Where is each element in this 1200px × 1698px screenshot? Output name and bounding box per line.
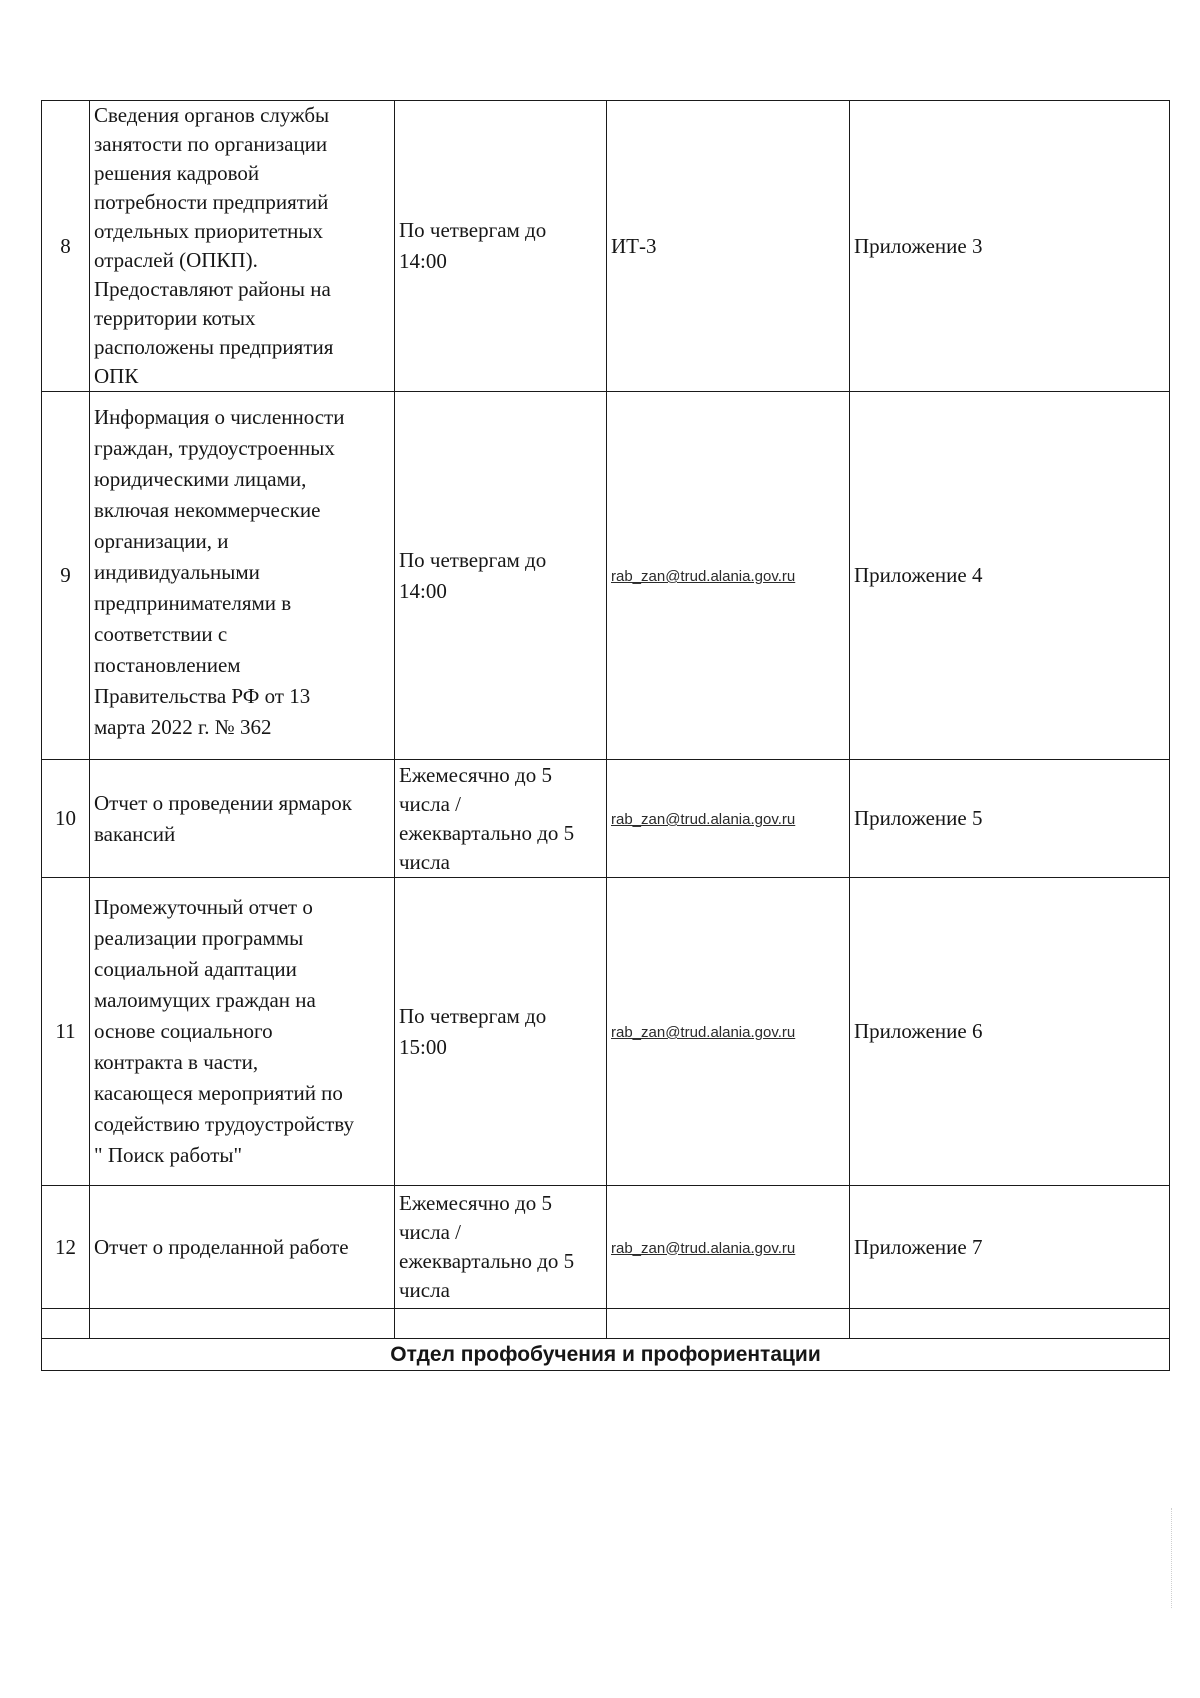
report-deadline: Ежемесячно до 5 числа / ежеквартально до 5 числа <box>395 1186 607 1309</box>
report-description: Отчет о проведении ярмарок вакансий <box>90 760 395 878</box>
table-row <box>42 1186 1170 1309</box>
row-number: 8 <box>42 101 90 392</box>
submission-channel <box>607 878 850 1186</box>
appendix-reference: Приложение 7 <box>850 1186 1170 1309</box>
scan-margin-mark <box>1171 1508 1174 1608</box>
report-description: Сведения органов службы занятости по организации решения кадровой потребности предприятий отдельных приоритетных отраслей (ОПКП). Предоставляют районы на территории котых расположены предприятия ОПК <box>90 101 395 392</box>
empty-cell <box>90 1309 395 1339</box>
empty-cell <box>42 1309 90 1339</box>
appendix-reference: Приложение 6 <box>850 878 1170 1186</box>
empty-cell <box>850 1309 1170 1339</box>
report-description: Промежуточный отчет о реализации программы социальной адаптации малоимущих граждан на основе социального контракта в части, касающеся мероприятий по содействию трудоустройству " Поиск работы" <box>90 878 395 1186</box>
appendix-reference: Приложение 5 <box>850 760 1170 878</box>
email-link[interactable]: rab_zan@trud.alania.gov.ru <box>611 1024 796 1041</box>
report-description: Информация о численности граждан, трудоустроенных юридическими лицами, включая некоммерческие организации, и индивидуальными предпринимателями в соответствии с постановлением Правительства РФ от 13 марта 2022 г. № 362 <box>90 392 395 760</box>
appendix-reference: Приложение 3 <box>850 101 1170 392</box>
table-row <box>42 392 1170 760</box>
section-heading: Отдел профобучения и профориентации <box>42 1339 1170 1371</box>
row-number: 10 <box>42 760 90 878</box>
report-deadline: По четвергам до 15:00 <box>395 878 607 1186</box>
email-link[interactable]: rab_zan@trud.alania.gov.ru <box>611 811 796 828</box>
row-number: 11 <box>42 878 90 1186</box>
appendix-reference: Приложение 4 <box>850 392 1170 760</box>
submission-channel: ИТ-3 <box>607 101 850 392</box>
reports-table <box>41 100 1170 1371</box>
section-heading-row <box>42 1339 1170 1371</box>
email-link[interactable]: rab_zan@trud.alania.gov.ru <box>611 568 796 585</box>
table-row <box>42 878 1170 1186</box>
table-row <box>42 760 1170 878</box>
submission-channel <box>607 760 850 878</box>
row-number: 9 <box>42 392 90 760</box>
report-deadline: По четвергам до 14:00 <box>395 392 607 760</box>
report-description: Отчет о проделанной работе <box>90 1186 395 1309</box>
empty-table-row <box>42 1309 1170 1339</box>
email-link[interactable]: rab_zan@trud.alania.gov.ru <box>611 1239 796 1257</box>
empty-cell <box>395 1309 607 1339</box>
submission-channel <box>607 392 850 760</box>
empty-cell <box>607 1309 850 1339</box>
report-deadline: По четвергам до 14:00 <box>395 101 607 392</box>
row-number: 12 <box>42 1186 90 1309</box>
submission-channel <box>607 1186 850 1309</box>
report-deadline: Ежемесячно до 5 числа / ежеквартально до 5 числа <box>395 760 607 878</box>
table-row <box>42 101 1170 392</box>
